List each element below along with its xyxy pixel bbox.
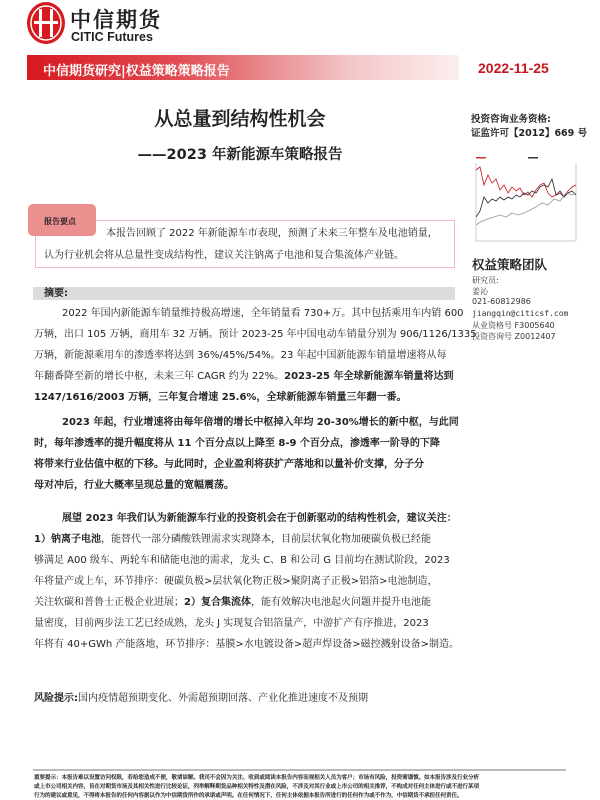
page-title: 从总量到结构性机会 xyxy=(154,108,326,130)
abstract-line: 母对冲后，行业大概率呈现总量的宽幅震荡。 xyxy=(34,480,234,491)
series-black xyxy=(476,179,576,217)
risk-warning: 风险提示:国内疫情超预期变化、外需超预期回落、产业化推进速度不及预期 xyxy=(34,693,368,704)
logo-text-cn: 中信期货 xyxy=(70,8,162,32)
abstract-line: 万辆，新能源乘用车的渗透率将达到 36%/45%/54%。23 年起中国新能源车销量增速将从每 xyxy=(34,350,447,361)
abstract-line: 年翻番降至新的增长中枢，未来三年 CAGR 约为 22%。2023-25 年全球新能源车销量将达到 xyxy=(34,371,454,382)
legend-mark xyxy=(528,157,538,159)
abstract-line: 1247/1616/2003 万辆，三年复合增速 25.6%，全球新能源车销量三年翻一番。 xyxy=(34,392,407,403)
footer-divider xyxy=(33,769,566,771)
disclaimer-line: 重要提示：本报告难以设置访问权限，若给您造成不便，敬请谅解。我司不会因为关注、收到或阅读本报告内容而视相关人员为客户；市场有风险，投资需谨慎。如本报告涉及行业分析 xyxy=(34,775,479,781)
abstract-line: 量密度，目前两步法工艺已经成熟，龙头 J 实现复合铝箔量产，中游扩产有序推进，2023 xyxy=(34,618,429,629)
abstract-line: 年将有 40+GWh 产能落地，环节排序：基膜>水电镀设备>超声焊设备>磁控溅射设备>制造。 xyxy=(34,639,459,650)
report-date: 2022-11-25 xyxy=(478,60,549,76)
qualification-label: 投资咨询业务资格: xyxy=(471,114,551,125)
highlights-tag: 报告要点 xyxy=(28,204,96,236)
qualification-license: 证监许可【2012】669 号 xyxy=(471,128,588,139)
disclaimer-line: 行为的建议或意见，不得将本报告的任何内容据以作为中信期货所作的承诺或声明。在任何情况下，任何主体依据本报告所进行的任何作为或不作为，中信期货不承担任何责任。 xyxy=(34,793,463,799)
thumbnail-chart xyxy=(468,155,588,245)
team-license-2: 投资咨询号 Z0012407 xyxy=(472,332,556,341)
legend-mark xyxy=(476,157,486,159)
team-phone: 021-60812986 xyxy=(472,297,531,306)
team-license-1: 从业资格号 F3005640 xyxy=(472,321,555,330)
logo-text-en: CITIC Futures xyxy=(71,30,153,44)
team-role: 研究员: xyxy=(472,276,499,285)
highlights-line: 认为行业机会将从总量性变成结构性，建议关注钠离子电池和复合集流体产业链。 xyxy=(44,250,404,261)
report-banner xyxy=(27,55,459,80)
team-heading: 权益策略团队 xyxy=(472,257,548,272)
abstract-line: 1）钠离子电池，能替代一部分磷酸铁锂需求实现降本，目前层状氧化物加硬碳负极已经能 xyxy=(34,534,431,545)
abstract-line: 将带来行业估值中枢的下移。与此同时，企业盈利将获扩产落地和以量补价支撑，分子分 xyxy=(34,459,424,470)
abstract-line: 2022 年国内新能源车销量维持极高增速，全年销量看 730+万。其中包括乘用车内销 600 xyxy=(62,308,464,319)
abstract-line: 关注软碳和普鲁士正极企业进展；2）复合集流体，能有效解决电池起火问题并提升电池能 xyxy=(34,597,431,608)
disclaimer-line: 或上市公司相关内容，旨在对期货市场及其相关性进行比较论证，列举解释期货品种相关特性及潜在风险，不涉及对其行业或上市公司的相关推荐，不构成对任何主体进行或不进行某项 xyxy=(34,784,479,790)
citic-logo-icon xyxy=(26,1,66,45)
abstract-line: 2023 年起，行业增速将由每年倍增的增长中枢掉入年均 20-30%增长的新中枢，与此同 xyxy=(62,417,459,428)
abstract-label: 摘要: xyxy=(33,287,455,300)
team-email[interactable]: jiangqin@citicsf.com xyxy=(472,309,569,318)
abstract-line: 时，每年渗透率的提升幅度将从 11 个百分点以上降至 8-9 个百分点，渗透率一阶导的下降 xyxy=(34,438,440,449)
team-member-name: 姜沁 xyxy=(472,287,488,296)
series-gray xyxy=(476,193,576,225)
report-category: 中信期货研究|权益策略策略报告 xyxy=(43,64,230,79)
abstract-line: 展望 2023 年我们认为新能源车行业的投资机会在于创新驱动的结构性机会，建议关注： xyxy=(62,513,457,524)
highlights-line: 本报告回顾了 2022 年新能源车市表现，预测了未来三年整车及电池销量， xyxy=(106,228,438,239)
page-subtitle: ——2023 年新能源车策略报告 xyxy=(137,147,343,163)
abstract-line: 万辆，出口 105 万辆，商用车 32 万辆。预计 2023-25 年中国电动车销量分别为 906/1126/1335 xyxy=(34,329,477,340)
abstract-line: 年将量产或上车，环节排序：硬碳负极>层状氧化物正极>聚阴离子正极>铝箔>电池制造， xyxy=(34,576,438,587)
abstract-line: 够满足 A00 级车、两轮车和储能电池的需求，龙头 C、B 和公司 G 目前均在测试阶段，2023 xyxy=(34,555,450,566)
